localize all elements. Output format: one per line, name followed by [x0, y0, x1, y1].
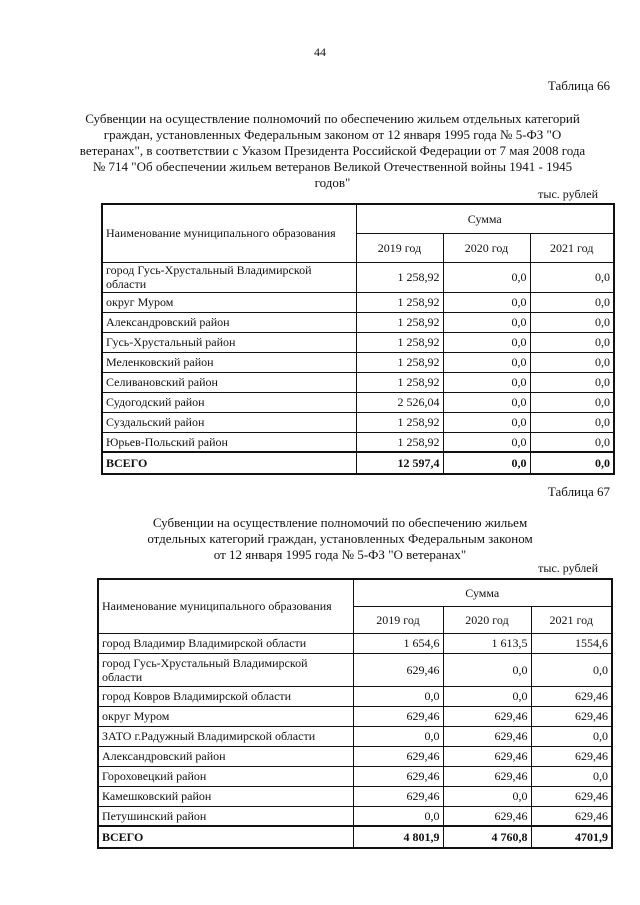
cell-2020: 0,0 — [443, 653, 531, 686]
cell-2021: 0,0 — [530, 372, 614, 392]
row-name: Суздальский район — [102, 412, 356, 432]
total-row — [98, 826, 612, 848]
table-row — [102, 392, 614, 412]
title-line: отдельных категорий граждан, установленных Федеральным законом — [147, 531, 533, 546]
table-row — [98, 633, 612, 653]
header-name: Наименование муниципального образования — [102, 204, 356, 262]
cell-2019: 1 258,92 — [356, 372, 443, 392]
row-name: округ Муром — [102, 292, 356, 312]
cell-2021: 0,0 — [530, 352, 614, 372]
cell-2019: 629,46 — [353, 746, 443, 766]
cell-2021: 0,0 — [531, 726, 612, 746]
header-year: 2021 год — [531, 606, 612, 633]
cell-2020: 0,0 — [443, 786, 531, 806]
title-line: ветеранах", в соответствии с Указом Президента Российской Федерации от 7 мая 2008 года — [79, 143, 586, 158]
row-name: город Владимир Владимирской области — [98, 633, 353, 653]
cell-2019: 1 258,92 — [356, 312, 443, 332]
table-row — [98, 766, 612, 786]
cell-2020: 0,0 — [443, 332, 530, 352]
cell-2020: 0,0 — [443, 392, 530, 412]
cell-2020: 0,0 — [443, 292, 530, 312]
cell-2019: 629,46 — [353, 706, 443, 726]
table-row — [98, 706, 612, 726]
cell-2020: 629,46 — [443, 746, 531, 766]
cell-2019: 1 258,92 — [356, 262, 443, 292]
header-year: 2019 год — [356, 233, 443, 262]
row-name: округ Муром — [98, 706, 353, 726]
cell-2020: 629,46 — [443, 806, 531, 826]
table-67-label: Таблица 67 — [547, 484, 610, 499]
table-67-units: тыс. рублей — [538, 561, 598, 575]
cell-2019: 2 526,04 — [356, 392, 443, 412]
row-name: Селивановский район — [102, 372, 356, 392]
cell-2020: 629,46 — [443, 766, 531, 786]
title-line: Субвенции на осуществление полномочий по обеспечению жильем отдельных категорий — [85, 111, 580, 126]
header-year: 2020 год — [443, 606, 531, 633]
total-2019: 4 801,9 — [353, 826, 443, 848]
cell-2021: 0,0 — [530, 412, 614, 432]
table-66-title — [60, 111, 605, 191]
table-row — [102, 372, 614, 392]
row-name: Петушинский район — [98, 806, 353, 826]
total-2021: 0,0 — [530, 452, 614, 474]
total-label: ВСЕГО — [98, 826, 353, 848]
cell-2021: 0,0 — [530, 332, 614, 352]
cell-2019: 629,46 — [353, 786, 443, 806]
cell-2020: 0,0 — [443, 432, 530, 452]
cell-2021: 0,0 — [531, 766, 612, 786]
cell-2021: 1554,6 — [531, 633, 612, 653]
header-year: 2021 год — [530, 233, 614, 262]
total-2021: 4701,9 — [531, 826, 612, 848]
row-name: Александровский район — [98, 746, 353, 766]
cell-2021: 629,46 — [531, 746, 612, 766]
table-row — [98, 726, 612, 746]
cell-2019: 0,0 — [353, 686, 443, 706]
table-row — [102, 352, 614, 372]
cell-2020: 0,0 — [443, 372, 530, 392]
cell-2021: 629,46 — [531, 686, 612, 706]
page-number: 44 — [314, 45, 326, 59]
table-66-label: Таблица 66 — [547, 78, 610, 93]
table-row — [102, 332, 614, 352]
total-label: ВСЕГО — [102, 452, 356, 474]
cell-2020: 0,0 — [443, 412, 530, 432]
cell-2021: 629,46 — [531, 806, 612, 826]
row-name: город Гусь-Хрустальный Владимирской области — [98, 653, 353, 686]
table-row — [102, 312, 614, 332]
cell-2021: 0,0 — [530, 292, 614, 312]
table-row — [98, 686, 612, 706]
row-name: Юрьев-Польский район — [102, 432, 356, 452]
cell-2019: 1 258,92 — [356, 332, 443, 352]
cell-2021: 0,0 — [530, 432, 614, 452]
cell-2019: 1 258,92 — [356, 352, 443, 372]
row-name: Камешковский район — [98, 786, 353, 806]
cell-2019: 1 654,6 — [353, 633, 443, 653]
table-row — [102, 292, 614, 312]
table-66 — [101, 203, 615, 475]
row-name: Меленковский район — [102, 352, 356, 372]
title-line: Субвенции на осуществление полномочий по обеспечению жильем — [152, 515, 528, 530]
header-sum: Сумма — [356, 204, 614, 233]
cell-2019: 629,46 — [353, 653, 443, 686]
cell-2021: 0,0 — [530, 392, 614, 412]
header-name: Наименование муниципального образования — [98, 579, 353, 633]
total-2020: 0,0 — [443, 452, 530, 474]
cell-2019: 1 258,92 — [356, 412, 443, 432]
row-name: город Гусь-Хрустальный Владимирской области — [102, 262, 356, 292]
cell-2019: 1 258,92 — [356, 432, 443, 452]
table-row — [98, 653, 612, 686]
cell-2019: 1 258,92 — [356, 292, 443, 312]
table-row — [102, 262, 614, 292]
header-sum: Сумма — [353, 579, 612, 606]
title-line: от 12 января 1995 года № 5-ФЗ "О ветеранах" — [213, 547, 467, 562]
total-2020: 4 760,8 — [443, 826, 531, 848]
cell-2019: 0,0 — [353, 726, 443, 746]
table-row — [102, 432, 614, 452]
cell-2021: 0,0 — [531, 653, 612, 686]
title-line: годов" — [314, 175, 351, 190]
row-name: Гороховецкий район — [98, 766, 353, 786]
cell-2021: 629,46 — [531, 786, 612, 806]
total-row — [102, 452, 614, 474]
title-line: граждан, установленных Федеральным законом от 12 января 1995 года № 5-ФЗ "О — [103, 127, 562, 142]
cell-2021: 0,0 — [530, 312, 614, 332]
row-name: Гусь-Хрустальный район — [102, 332, 356, 352]
cell-2019: 0,0 — [353, 806, 443, 826]
cell-2019: 629,46 — [353, 766, 443, 786]
cell-2021: 629,46 — [531, 706, 612, 726]
cell-2020: 0,0 — [443, 352, 530, 372]
row-name: Александровский район — [102, 312, 356, 332]
row-name: Судогодский район — [102, 392, 356, 412]
cell-2021: 0,0 — [530, 262, 614, 292]
table-row — [98, 746, 612, 766]
table-row — [102, 412, 614, 432]
cell-2020: 0,0 — [443, 262, 530, 292]
table-66-units: тыс. рублей — [538, 187, 598, 201]
cell-2020: 629,46 — [443, 706, 531, 726]
cell-2020: 629,46 — [443, 726, 531, 746]
table-67 — [97, 578, 613, 849]
table-row — [98, 786, 612, 806]
cell-2020: 1 613,5 — [443, 633, 531, 653]
cell-2020: 0,0 — [443, 686, 531, 706]
title-line: № 714 "Об обеспечении жильем ветеранов Великой Отечественной войны 1941 - 1945 — [92, 159, 573, 174]
header-year: 2020 год — [443, 233, 530, 262]
row-name: ЗАТО г.Радужный Владимирской области — [98, 726, 353, 746]
row-name: город Ковров Владимирской области — [98, 686, 353, 706]
table-67-title — [90, 515, 590, 563]
cell-2020: 0,0 — [443, 312, 530, 332]
header-year: 2019 год — [353, 606, 443, 633]
total-2019: 12 597,4 — [356, 452, 443, 474]
table-row — [98, 806, 612, 826]
